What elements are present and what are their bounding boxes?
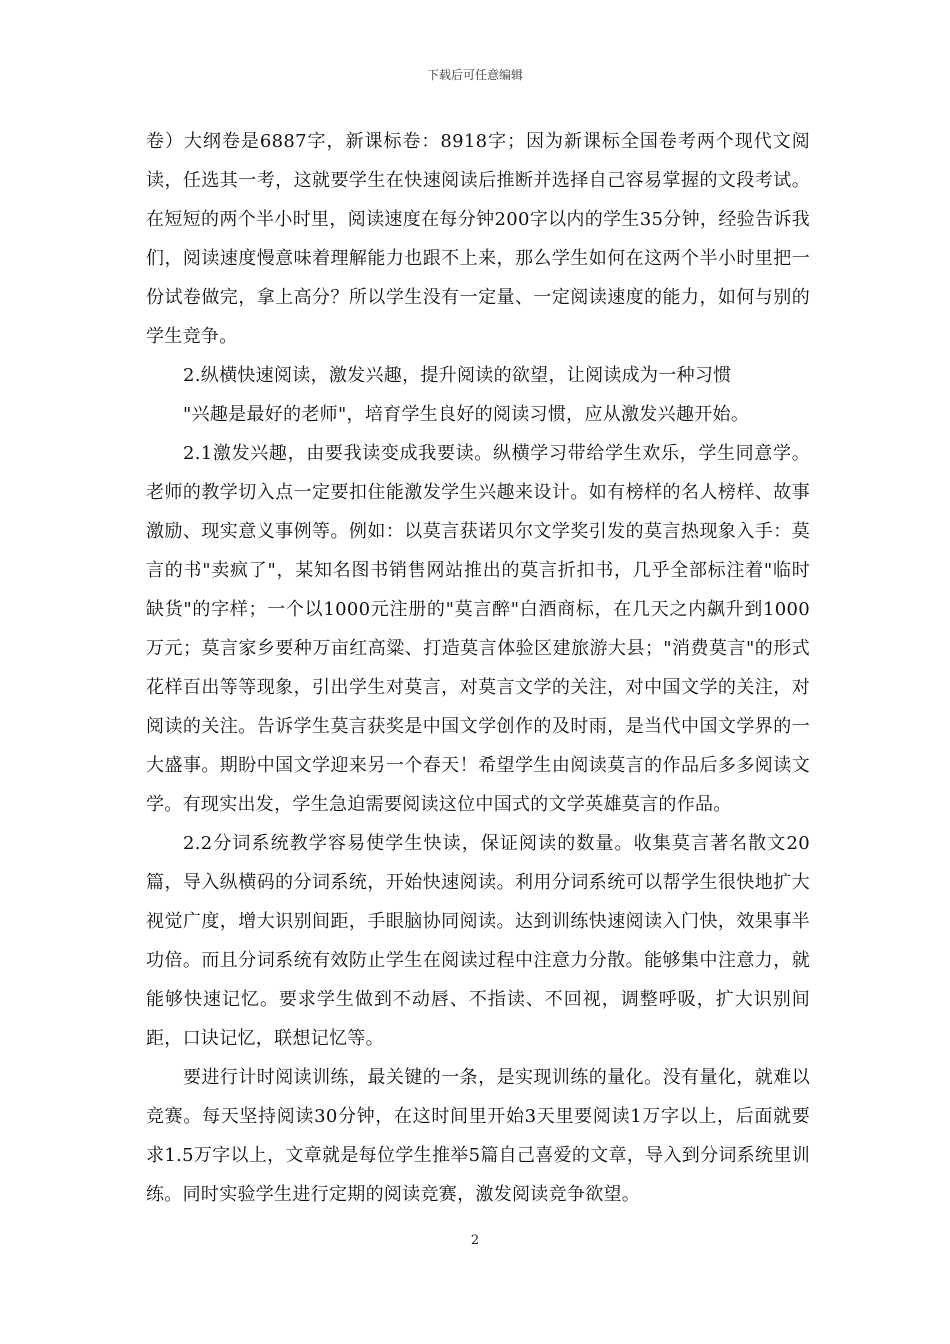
document-body [146, 122, 810, 1214]
page-number: 2 [470, 1233, 480, 1248]
paragraph-2-1: 2.1激发兴趣，由要我读变成我要读。纵横学习带给学生欢乐，学生同意学。老师的教学切入点一定要扣住能激发学生兴趣来设计。如有榜样的名人榜样、故事激励、现实意义事例等。例如：以莫言获诺贝尔文学奖引发的莫言热现象入手：莫言的书"卖疯了"，某知名图书销售网站推出的莫言折扣书，几乎全部标注着"临时缺货"的字样；一个以1000元注册的"莫言醉"白酒商标，在几天之内飙升到1000万元；莫言家乡要种万亩红高粱、打造莫言体验区建旅游大县；"消费莫言"的形式花样百出等等现象，引出学生对莫言，对莫言文学的关注，对中国文学的关注，对阅读的关注。告诉学生莫言获奖是中国文学创作的及时雨，是当代中国文学界的一大盛事。期盼中国文学迎来另一个春天！希望学生由阅读莫言的作品后多多阅读文学。有现实出发，学生急迫需要阅读这位中国式的文学英雄莫言的作品。 [146, 443, 810, 815]
section-heading-2: 2.纵横快速阅读，激发兴趣，提升阅读的欲望，让阅读成为一种习惯 [183, 365, 732, 386]
paragraph-2-2: 2.2分词系统教学容易使学生快读，保证阅读的数量。收集莫言著名散文20篇，导入纵横码的分词系统，开始快速阅读。利用分词系统可以帮学生很快地扩大视觉广度，增大识别间距，手眼脑协同阅读。达到训练快速阅读入门快，效果事半功倍。而且分词系统有效防止学生在阅读过程中注意力分散。能够集中注意力，就能够快速记忆。要求学生做到不动唇、不指读、不回视，调整呼吸，扩大识别间距，口诀记忆，联想记忆等。 [146, 833, 810, 1049]
paragraph-interest-quote: "兴趣是最好的老师"，培育学生良好的阅读习惯，应从激发兴趣开始。 [183, 404, 750, 425]
paragraph-continuation: 卷）大纲卷是6887字，新课标卷：8918字；因为新课标全国卷考两个现代文阅读，任选其一考，这就要学生在快速阅读后推断并选择自己容易掌握的文段考试。在短短的两个半小时里，阅读速度在每分钟200字以内的学生35分钟，经验告诉我们，阅读速度慢意味着理解能力也跟不上来，那么学生如何在这两个半小时里把一份试卷做完，拿上高分？所以学生没有一定量、一定阅读速度的能力，如何与别的学生竞争。 [146, 131, 810, 347]
paragraph-timed-reading: 要进行计时阅读训练，最关键的一条，是实现训练的量化。没有量化，就难以竞赛。每天坚持阅读30分钟，在这时间里开始3天里要阅读1万字以上，后面就要求1.5万字以上，文章就是每位学生推举5篇自己喜爱的文章，导入到分词系统里训练。同时实验学生进行定期的阅读竞赛，激发阅读竞争欲望。 [146, 1067, 810, 1205]
page-header: 下载后可任意编辑 [426, 68, 523, 82]
